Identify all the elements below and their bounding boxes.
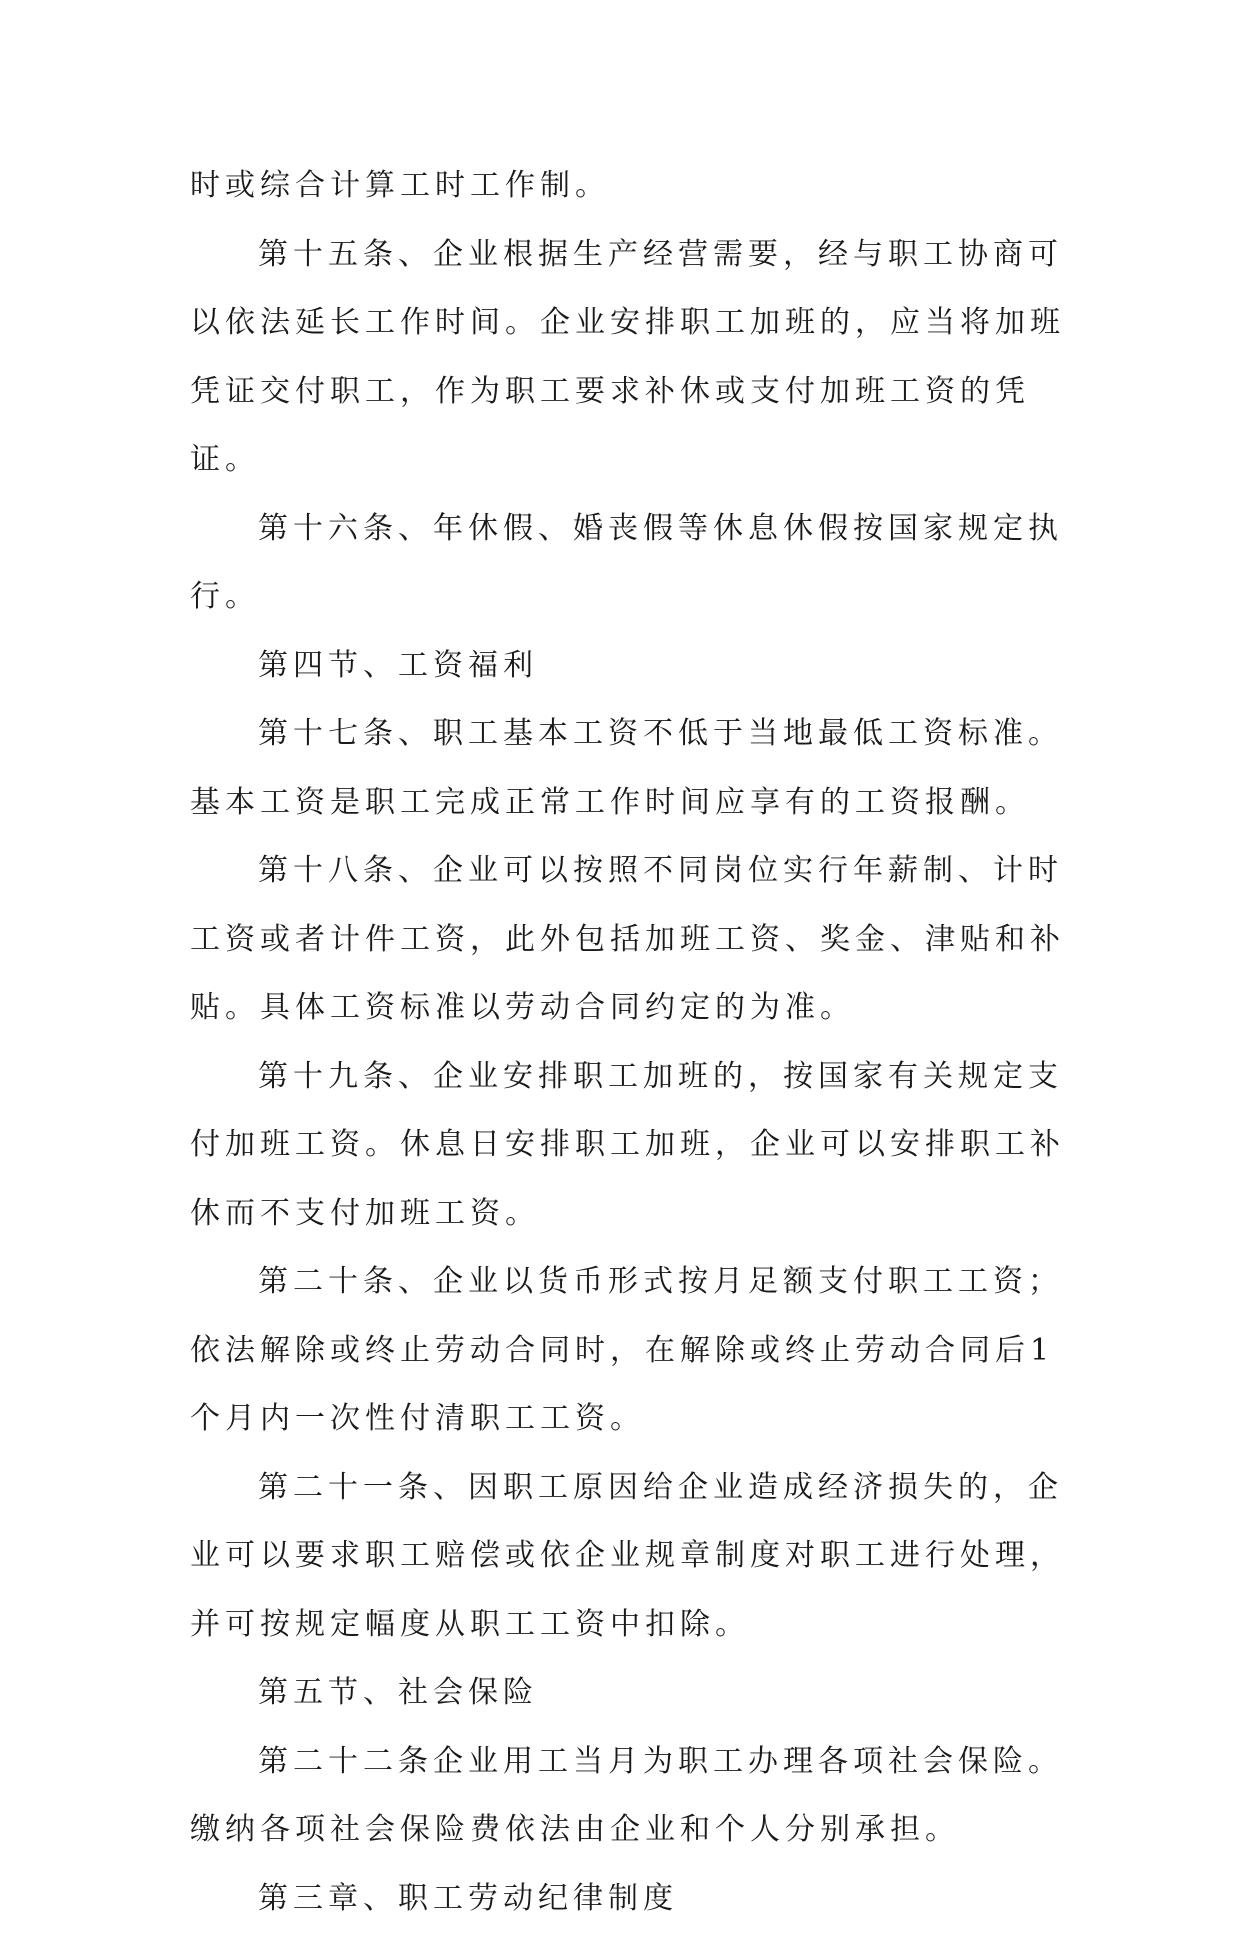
paragraph-article-22: 第二十二条企业用工当月为职工办理各项社会保险。缴纳各项社会保险费依法由企业和个人分别承担。 [190, 1728, 1070, 1865]
paragraph-article-15: 第十五条、企业根据生产经营需要，经与职工协商可以依法延长工作时间。企业安排职工加班的，应当将加班凭证交付职工，作为职工要求补休或支付加班工资的凭证。 [190, 221, 1070, 495]
paragraph-article-19: 第十九条、企业安排职工加班的，按国家有关规定支付加班工资。休息日安排职工加班，企业可以安排职工补休而不支付加班工资。 [190, 1043, 1070, 1249]
paragraph-article-20: 第二十条、企业以货币形式按月足额支付职工工资；依法解除或终止劳动合同时，在解除或终止劳动合同后1个月内一次性付清职工工资。 [190, 1248, 1070, 1454]
paragraph-article-21: 第二十一条、因职工原因给企业造成经济损失的，企业可以要求职工赔偿或依企业规章制度对职工进行处理，并可按规定幅度从职工工资中扣除。 [190, 1454, 1070, 1660]
paragraph-article-16: 第十六条、年休假、婚丧假等休息休假按国家规定执行。 [190, 495, 1070, 632]
section-heading-4: 第四节、工资福利 [190, 632, 1070, 701]
paragraph-article-18: 第十八条、企业可以按照不同岗位实行年薪制、计时工资或者计件工资，此外包括加班工资、奖金、津贴和补贴。具体工资标准以劳动合同约定的为准。 [190, 837, 1070, 1043]
paragraph-article-17: 第十七条、职工基本工资不低于当地最低工资标准。基本工资是职工完成正常工作时间应享有的工资报酬。 [190, 700, 1070, 837]
chapter-heading-3: 第三章、职工劳动纪律制度 [190, 1865, 1070, 1933]
paragraph-continuation: 时或综合计算工时工作制。 [190, 152, 1070, 221]
section-heading-5: 第五节、社会保险 [190, 1659, 1070, 1728]
document-body [190, 152, 1070, 1933]
